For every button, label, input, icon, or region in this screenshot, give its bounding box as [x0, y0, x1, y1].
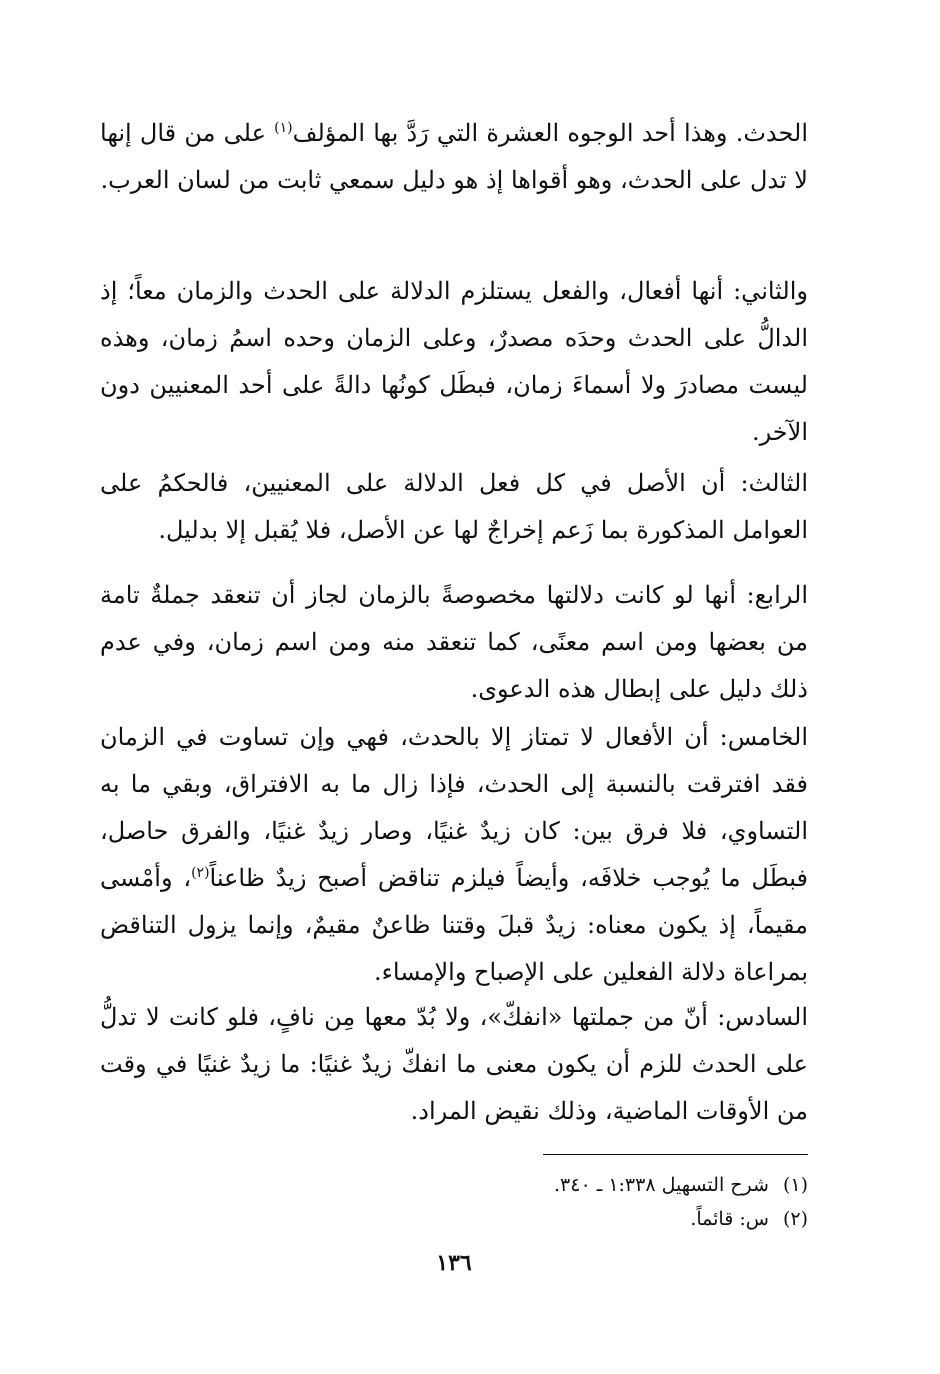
footnote-1-number: (١): [782, 1174, 808, 1196]
book-page: [100, 110, 808, 1310]
paragraph-6: السادس: أنّ من جملتها «انفكّ»، ولا بُدّ معها مِن نافٍ، فلو كانت لا تدلُّ على الحدث للزم أن يكون معنى ما انفكّ زيدٌ غنيًا: ما زيدٌ غنيًا في وقت من الأوقات الماضية، وذلك نقيض المراد.: [100, 1003, 808, 1125]
page-number: ١٣٦: [436, 1250, 472, 1276]
footnote-2-text: س: قائماً.: [690, 1208, 769, 1230]
paragraph-5-text-cont: ، وأمْسى مقيماً، إذ يكون معناه: زيدٌ قبلَ وقتنا ظاعنٌ مقيمٌ، وإنما يزول التناقض بمراعاة دلالة الفعلين على الإصباح والإمساء.: [100, 864, 808, 986]
paragraph-1-text: الحدث. وهذا أحد الوجوه العشرة التي رَدَّ بها المؤلف: [292, 119, 808, 147]
paragraph-5-text: الخامس: أن الأفعال لا تمتاز إلا بالحدث، فهي وإن تساوت في الزمان فقد افترقت بالنسبة إلى الحدث، فإذا زال ما به الافتراق، وبقي ما به التساوي، فلا فرق بين: كان زيدٌ غنيًا، وصار زيدٌ غنيًا، والفرق حاصل، فبطَل ما يُوجب خلافَه، وأيضاً فيلزم تناقض أصبح زيدٌ ظاعناً: [100, 723, 809, 892]
paragraph-4: الرابع: أنها لو كانت دلالتها مخصوصةً بالزمان لجاز أن تنعقد جملةٌ تامة من بعضها ومن اسم معنًى، كما تنعقد منه ومن اسم زمان، وفي عدم ذلك دليل على إبطال هذه الدعوى.: [100, 581, 808, 703]
footnote-2-number: (٢): [782, 1208, 808, 1230]
footnotes: [100, 1168, 808, 1236]
footnote-ref-1[interactable]: (١): [274, 120, 293, 136]
footnote-divider: [543, 1154, 808, 1155]
paragraph-1: [100, 110, 808, 204]
paragraph-1-text-cont: على من قال إنها لا تدل على الحدث، وهو أقواها إذ هو دليل سمعي ثابت من لسان العرب.: [100, 119, 808, 194]
footnote-1-text: شرح التسهيل ١:٣٣٨ ـ ٣٤٠.: [553, 1174, 769, 1196]
paragraph-2: والثاني: أنها أفعال، والفعل يستلزم الدلالة على الحدث والزمان معاً؛ إذ الدالُّ على الحدث وحدَه مصدرٌ، وعلى الزمان وحده اسمُ زمان، وهذه ليست مصادرَ ولا أسماءَ زمان، فبطَل كونُها دالةً على أحد المعنيين دون الآخر.: [100, 277, 808, 446]
paragraph-5: [100, 714, 808, 996]
footnote-2: [100, 1202, 808, 1236]
footnote-ref-2[interactable]: (٢): [191, 865, 210, 881]
paragraph-3: الثالث: أن الأصل في كل فعل الدلالة على المعنيين، فالحكمُ على العوامل المذكورة بما زَعم إخراجٌ لها عن الأصل، فلا يُقبل إلا بدليل.: [100, 469, 808, 544]
footnote-1: [100, 1168, 808, 1202]
